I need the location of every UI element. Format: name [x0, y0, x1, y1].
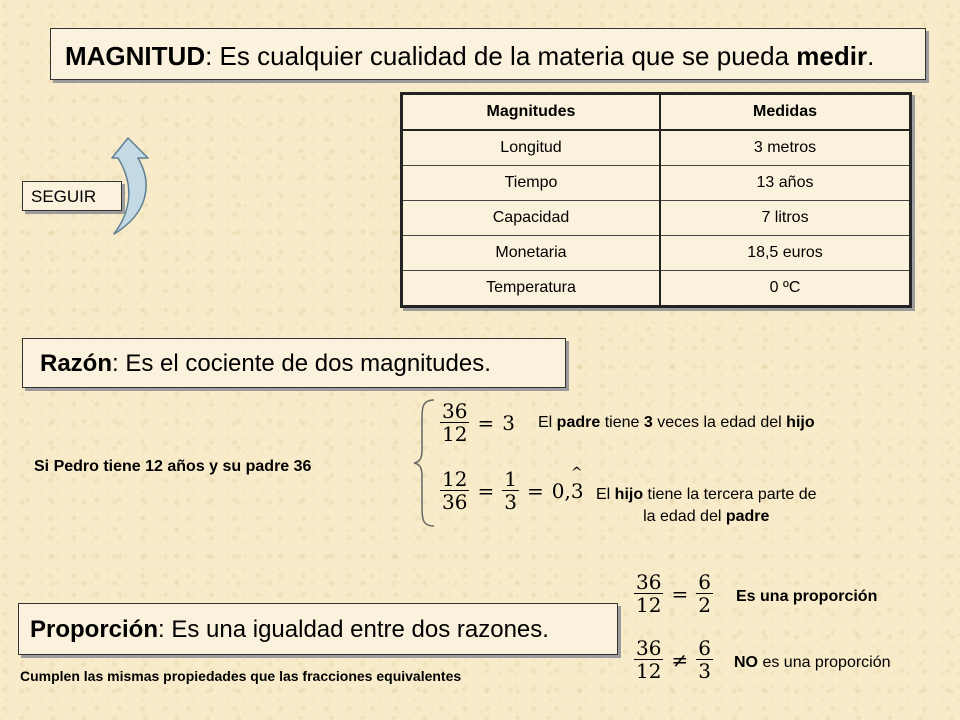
- table-header-row: [402, 94, 911, 131]
- razon-definition-box: [22, 338, 566, 388]
- header-medidas: Medidas: [660, 94, 911, 131]
- equation-12-over-36: $\frac{12}{36}$ = $\frac{1}{3}$ = 0,^ 3: [440, 468, 584, 513]
- table-row: [402, 271, 911, 307]
- sentence-padre: El padre tiene 3 veces la edad del hijo: [538, 414, 815, 431]
- table-row: [402, 201, 911, 236]
- table-cell: Capacidad: [402, 201, 661, 236]
- fraction: $\frac{6}{3}$: [698, 636, 711, 683]
- fraction: $\frac{12}{36}$: [442, 467, 468, 514]
- non-proportion-equation: $\frac{36}{12}$ ≠ $\frac{6}{3}$: [636, 636, 711, 683]
- magnitud-period: .: [867, 41, 875, 71]
- table-cell: Longitud: [402, 130, 661, 166]
- table-cell: 18,5 euros: [660, 236, 911, 271]
- table-cell: 3 metros: [660, 130, 911, 166]
- seguir-button[interactable]: SEGUIR: [22, 181, 122, 211]
- pedro-statement: Si Pedro tiene 12 años y su padre 36: [34, 458, 312, 475]
- table-cell: Tiempo: [402, 166, 661, 201]
- fraction: $\frac{6}{2}$: [698, 570, 711, 617]
- proportion-equation: $\frac{36}{12}$ = $\frac{6}{2}$: [636, 570, 711, 617]
- left-brace-icon: [410, 398, 438, 528]
- table-cell: 13 años: [660, 166, 911, 201]
- table-row: [402, 166, 911, 201]
- proporcion-term: Proporción: [30, 616, 159, 643]
- repeating-digit: ^ 3: [571, 479, 584, 503]
- fraction: $\frac{1}{3}$: [504, 467, 517, 514]
- table-cell: Monetaria: [402, 236, 661, 271]
- fraction: $\frac{36}{12}$: [636, 570, 662, 617]
- fraction: $\frac{36}{12}$: [442, 399, 468, 446]
- proporcion-text: : Es una igualdad entre dos razones.: [158, 616, 549, 643]
- table-cell: 7 litros: [660, 201, 911, 236]
- header-magnitudes: Magnitudes: [402, 94, 661, 131]
- magnitudes-table: [400, 92, 912, 308]
- magnitud-definition-box: [50, 28, 926, 80]
- no-proporcion-label: NO es una proporción: [734, 654, 891, 671]
- razon-term: Razón: [40, 350, 112, 377]
- table-cell: Temperatura: [402, 271, 661, 307]
- proporcion-definition-box: [18, 603, 618, 655]
- razon-text: : Es el cociente de dos magnitudes.: [112, 350, 491, 377]
- es-proporcion-label: Es una proporción: [736, 588, 878, 605]
- table-row: [402, 236, 911, 271]
- fraction: $\frac{36}{12}$: [636, 636, 662, 683]
- equation-36-over-12: $\frac{36}{12}$ = 3: [442, 399, 515, 446]
- magnitud-text: : Es cualquier cualidad de la materia que se pueda: [205, 41, 797, 71]
- table-row: [402, 130, 911, 166]
- magnitud-term: MAGNITUD: [65, 41, 206, 71]
- medir-term: medir: [796, 41, 868, 71]
- sentence-hijo: El hijo tiene la tercera parte de la edad del padre: [596, 486, 817, 525]
- cumplen-note: Cumplen las mismas propiedades que las fracciones equivalentes: [20, 668, 462, 684]
- table-cell: 0 ºC: [660, 271, 911, 307]
